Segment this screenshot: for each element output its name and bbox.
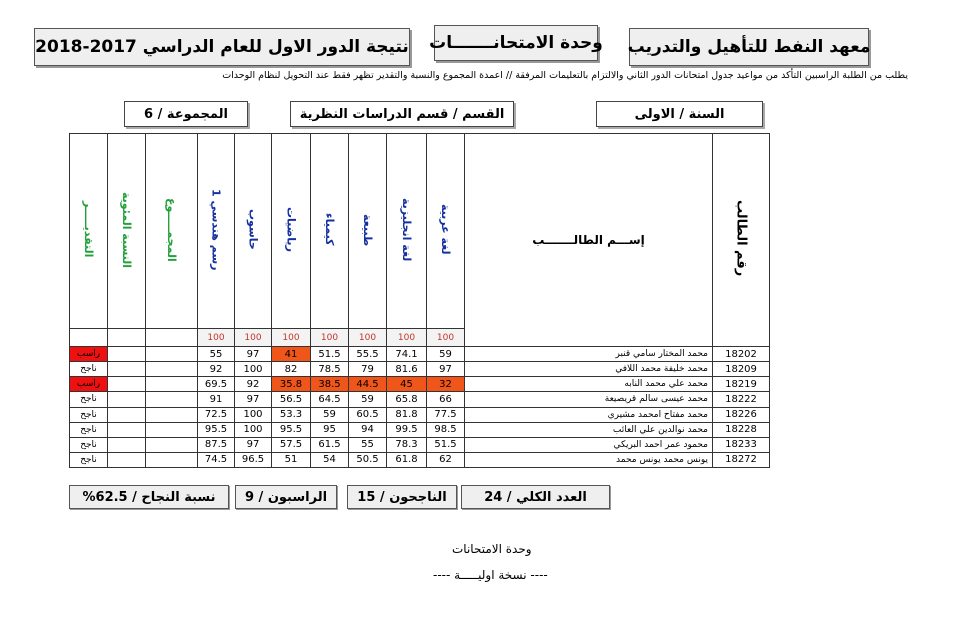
student-name: محمد المختار سامي قنبر [465, 347, 713, 362]
notice-text: يطلب من الطلبة الراسبين التأكد من مواعيد جدول امتحانات الدور الثاني والالتزام بالتعليمات المرفقة // اعمدة المجموع والنسبة والتقدير تظهر فقط عند التحويل لنظام الوحدات [222, 70, 908, 81]
arabic-score: 59 [427, 347, 465, 362]
computer-score: 100 [235, 422, 272, 437]
math-score: 57.5 [272, 437, 311, 452]
grade-cell: راسب [70, 347, 108, 362]
max-arabic: 100 [427, 329, 465, 347]
percent-cell [108, 437, 146, 452]
col-drawing-header: رسم هندسي 1 [198, 134, 235, 329]
grade-cell: ناجح [70, 392, 108, 407]
header-row [70, 134, 770, 329]
drawing-score: 74.5 [198, 452, 235, 467]
english-score: 65.8 [387, 392, 427, 407]
table-row [70, 347, 770, 362]
physics-score: 79 [349, 362, 387, 377]
drawing-score: 72.5 [198, 407, 235, 422]
year-box: السنة / الاولى [596, 101, 763, 127]
student-id: 18233 [713, 437, 770, 452]
percent-cell [108, 362, 146, 377]
physics-score: 55 [349, 437, 387, 452]
grade-cell: ناجح [70, 422, 108, 437]
percent-cell [108, 407, 146, 422]
drawing-score: 69.5 [198, 377, 235, 392]
computer-score: 96.5 [235, 452, 272, 467]
col-id-header: رقم الطالب [713, 134, 770, 347]
arabic-score: 62 [427, 452, 465, 467]
math-score: 82 [272, 362, 311, 377]
col-computer-header: حاسوب [235, 134, 272, 329]
summary-failed: الراسبون / 9 [235, 485, 337, 509]
math-score: 95.5 [272, 422, 311, 437]
student-id: 18209 [713, 362, 770, 377]
physics-score: 59 [349, 392, 387, 407]
chemistry-score: 95 [311, 422, 349, 437]
english-score: 74.1 [387, 347, 427, 362]
result-title: نتيجة الدور الاول للعام الدراسي 2017-2018 [34, 28, 410, 66]
physics-score: 60.5 [349, 407, 387, 422]
total-cell [146, 422, 198, 437]
chemistry-score: 54 [311, 452, 349, 467]
computer-score: 97 [235, 392, 272, 407]
physics-score: 44.5 [349, 377, 387, 392]
summary-rate: نسبة النجاح / 62.5% [69, 485, 229, 509]
percent-cell [108, 392, 146, 407]
english-score: 61.8 [387, 452, 427, 467]
grade-cell: ناجح [70, 452, 108, 467]
table-row [70, 452, 770, 467]
max-computer: 100 [235, 329, 272, 347]
department-box: القسم / قسم الدراسات النظرية [290, 101, 514, 127]
english-score: 81.6 [387, 362, 427, 377]
table-row [70, 407, 770, 422]
summary-passed: الناجحون / 15 [347, 485, 457, 509]
student-name: يونس محمد يونس محمد [465, 452, 713, 467]
student-id: 18228 [713, 422, 770, 437]
table-row [70, 362, 770, 377]
max-english: 100 [387, 329, 427, 347]
col-chemistry-header: كيمياء [311, 134, 349, 329]
percent-cell [108, 452, 146, 467]
english-score: 45 [387, 377, 427, 392]
col-name-header: إســـم الطالـــــــب [465, 134, 713, 347]
student-name: محمد خليفة محمد اللافي [465, 362, 713, 377]
grade-cell: ناجح [70, 437, 108, 452]
col-english-header: لغة انجليزية [387, 134, 427, 329]
footer-copy: ---- نسخة اوليـــــة ---- [433, 568, 548, 582]
physics-score: 50.5 [349, 452, 387, 467]
math-score: 56.5 [272, 392, 311, 407]
col-physics-header: طبيعة [349, 134, 387, 329]
table-row [70, 422, 770, 437]
results-table [69, 133, 770, 468]
math-score: 51 [272, 452, 311, 467]
total-cell [146, 347, 198, 362]
english-score: 81.8 [387, 407, 427, 422]
drawing-score: 87.5 [198, 437, 235, 452]
col-percent-header: النسبة المئوية [108, 134, 146, 329]
computer-score: 97 [235, 347, 272, 362]
arabic-score: 66 [427, 392, 465, 407]
student-name: محمد مفتاح امحمد مشيري [465, 407, 713, 422]
col-arabic-header: لغة عربية [427, 134, 465, 329]
arabic-score: 77.5 [427, 407, 465, 422]
drawing-score: 92 [198, 362, 235, 377]
student-id: 18219 [713, 377, 770, 392]
chemistry-score: 64.5 [311, 392, 349, 407]
computer-score: 97 [235, 437, 272, 452]
chemistry-score: 38.5 [311, 377, 349, 392]
total-cell [146, 392, 198, 407]
physics-score: 55.5 [349, 347, 387, 362]
percent-cell [108, 422, 146, 437]
total-cell [146, 437, 198, 452]
arabic-score: 98.5 [427, 422, 465, 437]
col-math-header: رياضيات [272, 134, 311, 329]
grade-cell: ناجح [70, 362, 108, 377]
col-total-header: المجمـــــوع [146, 134, 198, 329]
table-row [70, 377, 770, 392]
student-id: 18272 [713, 452, 770, 467]
arabic-score: 51.5 [427, 437, 465, 452]
math-score: 53.3 [272, 407, 311, 422]
group-box: المجموعة / 6 [124, 101, 248, 127]
chemistry-score: 59 [311, 407, 349, 422]
student-name: محمد علي محمد النابه [465, 377, 713, 392]
chemistry-score: 61.5 [311, 437, 349, 452]
computer-score: 100 [235, 407, 272, 422]
max-chemistry: 100 [311, 329, 349, 347]
total-cell [146, 452, 198, 467]
math-score: 35.8 [272, 377, 311, 392]
table-row [70, 392, 770, 407]
arabic-score: 32 [427, 377, 465, 392]
computer-score: 100 [235, 362, 272, 377]
max-drawing: 100 [198, 329, 235, 347]
student-name: محمد نوالدين علي العائب [465, 422, 713, 437]
student-name: محمود عمر احمد البريكي [465, 437, 713, 452]
english-score: 99.5 [387, 422, 427, 437]
total-cell [146, 377, 198, 392]
arabic-score: 97 [427, 362, 465, 377]
summary-total: العدد الكلي / 24 [461, 485, 610, 509]
max-empty-cell [146, 329, 198, 347]
student-id: 18202 [713, 347, 770, 362]
max-math: 100 [272, 329, 311, 347]
student-id: 18222 [713, 392, 770, 407]
drawing-score: 95.5 [198, 422, 235, 437]
drawing-score: 91 [198, 392, 235, 407]
student-name: محمد عيسى سالم قريصيعة [465, 392, 713, 407]
max-physics: 100 [349, 329, 387, 347]
exam-unit-title: وحدة الامتحانـــــــات [434, 25, 598, 61]
total-cell [146, 407, 198, 422]
max-empty-cell [108, 329, 146, 347]
physics-score: 94 [349, 422, 387, 437]
percent-cell [108, 347, 146, 362]
institute-title: معهد النفط للتأهيل والتدريب [629, 28, 869, 66]
grade-cell: راسب [70, 377, 108, 392]
max-empty-cell [70, 329, 108, 347]
table-row [70, 437, 770, 452]
math-score: 41 [272, 347, 311, 362]
chemistry-score: 51.5 [311, 347, 349, 362]
total-cell [146, 362, 198, 377]
percent-cell [108, 377, 146, 392]
col-grade-header: التقديـــــر [70, 134, 108, 329]
student-id: 18226 [713, 407, 770, 422]
grade-cell: ناجح [70, 407, 108, 422]
chemistry-score: 78.5 [311, 362, 349, 377]
computer-score: 92 [235, 377, 272, 392]
footer-unit: وحدة الامتحانات [452, 542, 532, 556]
drawing-score: 55 [198, 347, 235, 362]
english-score: 78.3 [387, 437, 427, 452]
